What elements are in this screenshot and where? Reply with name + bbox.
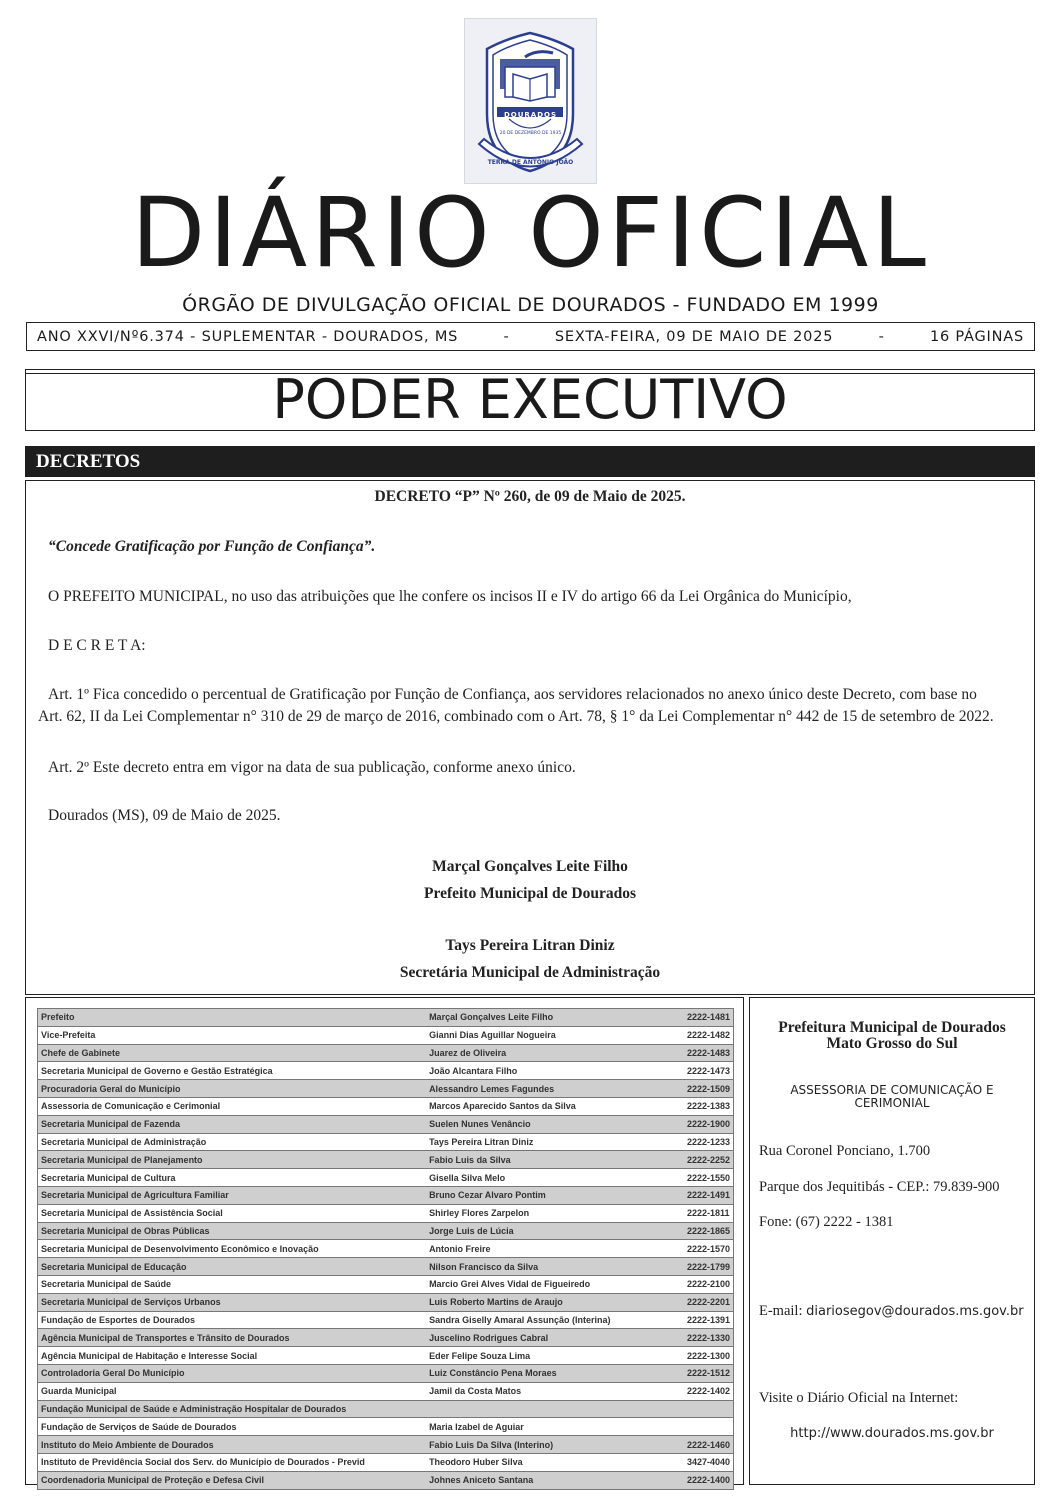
office-cell: Secretaria Municipal de Assistência Social [38, 1204, 427, 1222]
phone-cell: 2222-1482 [684, 1026, 734, 1044]
table-row [38, 1133, 734, 1151]
dept-name-line1: ASSESSORIA DE COMUNICAÇÃO E [790, 1083, 994, 1097]
crest-text-motto: TERRA DE ANTÔNIO JOÃO [487, 159, 574, 166]
phone-cell: 2222-2252 [684, 1151, 734, 1169]
table-row [38, 1258, 734, 1276]
phone-cell: 2222-1570 [684, 1240, 734, 1258]
signer2-role: Secretária Municipal de Administração [399, 964, 661, 981]
contact-email-line [759, 1303, 1030, 1320]
phone-cell: 2222-2100 [684, 1275, 734, 1293]
phone-cell: 2222-1811 [684, 1204, 734, 1222]
phone-cell: 2222-1383 [684, 1097, 734, 1115]
table-row [38, 1382, 734, 1400]
category-bar: DECRETOS [25, 446, 1035, 477]
signer2-name: Tays Pereira Litran Diniz [445, 937, 615, 954]
table-row [38, 1293, 734, 1311]
website-label: Visite o Diário Oficial na Internet: [759, 1390, 959, 1406]
office-cell: Secretaria Municipal de Cultura [38, 1169, 427, 1187]
office-cell: Instituto do Meio Ambiente de Dourados [38, 1436, 427, 1454]
table-row [38, 1204, 734, 1222]
dept-name-line2: CERIMONIAL [854, 1096, 930, 1110]
phone-cell: 2222-1233 [684, 1133, 734, 1151]
name-cell: Tays Pereira Litran Diniz [426, 1133, 684, 1151]
table-row [38, 1186, 734, 1204]
edition-pages: 16 PÁGINAS [929, 328, 1024, 345]
office-cell: Chefe de Gabinete [38, 1044, 427, 1062]
table-row [38, 1115, 734, 1133]
name-cell: Suelen Nunes Venâncio [426, 1115, 684, 1133]
phone-cell: 2222-1509 [684, 1080, 734, 1098]
phone-cell: 2222-1799 [684, 1258, 734, 1276]
contact-address: Rua Coronel Ponciano, 1.700 [759, 1143, 931, 1159]
table-row [38, 1097, 734, 1115]
table-row [38, 1151, 734, 1169]
table-row [38, 1026, 734, 1044]
office-cell: Fundação de Serviços de Saúde de Dourados [38, 1418, 427, 1436]
name-cell: Marçal Gonçalves Leite Filho [426, 1009, 684, 1027]
table-row [38, 1436, 734, 1454]
name-cell: Maria Izabel de Aguiar [426, 1418, 684, 1436]
name-cell: Gianni Dias Aguillar Nogueira [426, 1026, 684, 1044]
office-cell: Coordenadoria Municipal de Proteção e Defesa Civil [38, 1471, 427, 1489]
name-cell: Sandra Giselly Amaral Assunção (Interina) [426, 1311, 684, 1329]
office-cell: Secretaria Municipal de Serviços Urbanos [38, 1293, 427, 1311]
name-cell: Antonio Freire [426, 1240, 684, 1258]
office-cell: Agência Municipal de Transportes e Trânsito de Dourados [38, 1329, 427, 1347]
edition-separator: - [503, 328, 510, 345]
decree-art2: Art. 2º Este decreto entra em vigor na data de sua publicação, conforme anexo único. [48, 759, 576, 776]
table-row [38, 1400, 734, 1418]
phone-cell: 2222-1483 [684, 1044, 734, 1062]
phone-cell: 3427-4040 [684, 1453, 734, 1471]
masthead-title: DIÁRIO OFICIAL [131, 177, 930, 289]
org-name-line1: Prefeitura Municipal de Dourados [778, 1019, 1006, 1036]
name-cell: Juscelino Rodrigues Cabral [426, 1329, 684, 1347]
office-cell: Secretaria Municipal de Obras Públicas [38, 1222, 427, 1240]
office-cell: Secretaria Municipal de Educação [38, 1258, 427, 1276]
phone-cell: 2222-1402 [684, 1382, 734, 1400]
phone-cell: 2222-1491 [684, 1186, 734, 1204]
office-cell: Instituto de Previdência Social dos Serv. do Município de Dourados - Previd [38, 1453, 427, 1471]
decree-preamble: O PREFEITO MUNICIPAL, no uso das atribuições que lhe confere os incisos II e IV do artigo 66 da Lei Orgânica do Município, [48, 588, 852, 605]
office-cell: Assessoria de Comunicação e Cerimonial [38, 1097, 427, 1115]
office-cell: Secretaria Municipal de Desenvolvimento Econômico e Inovação [38, 1240, 427, 1258]
office-cell: Controladoria Geral Do Município [38, 1364, 427, 1382]
phone-cell: 2222-1473 [684, 1062, 734, 1080]
table-row [38, 1453, 734, 1471]
phone-cell: 2222-1481 [684, 1009, 734, 1027]
phone-cell: 2222-1865 [684, 1222, 734, 1240]
office-cell: Secretaria Municipal de Saúde [38, 1275, 427, 1293]
org-name-line2: Mato Grosso do Sul [826, 1035, 958, 1052]
name-cell: Eder Felipe Souza Lima [426, 1347, 684, 1365]
table-row [38, 1364, 734, 1382]
phone-cell: 2222-1400 [684, 1471, 734, 1489]
phone-cell: 2222-1330 [684, 1329, 734, 1347]
office-cell: Secretaria Municipal de Agricultura Familiar [38, 1186, 427, 1204]
office-cell: Secretaria Municipal de Planejamento [38, 1151, 427, 1169]
city-crest [464, 18, 597, 184]
name-cell: Bruno Cezar Alvaro Pontim [426, 1186, 684, 1204]
email-label: E-mail: [759, 1303, 807, 1319]
phone-cell: 2222-1391 [684, 1311, 734, 1329]
table-row [38, 1062, 734, 1080]
name-cell: Nilson Francisco da Silva [426, 1258, 684, 1276]
name-cell: Johnes Aniceto Santana [426, 1471, 684, 1489]
section-title: PODER EXECUTIVO [25, 369, 1035, 431]
email-link[interactable]: diariosegov@dourados.ms.gov.br [806, 1304, 1024, 1319]
office-cell: Agência Municipal de Habitação e Interesse Social [38, 1347, 427, 1365]
decree-art1-line1: Art. 1º Fica concedido o percentual de Gratificação por Função de Confiança, aos servidores relacionados no anexo único deste Decreto, com base no [48, 686, 977, 703]
name-cell: Luiz Constâncio Pena Moraes [426, 1364, 684, 1382]
name-cell: Fabio Luis Da Silva (Interino) [426, 1436, 684, 1454]
name-cell: Marcio Grei Alves Vidal de Figueiredo [426, 1275, 684, 1293]
phone-cell: 2222-1550 [684, 1169, 734, 1187]
name-cell: Shirley Flores Zarpelon [426, 1204, 684, 1222]
crest-text-date: 20 DE DEZEMBRO DE 1935 [499, 131, 562, 136]
office-cell: Procuradoria Geral do Município [38, 1080, 427, 1098]
phone-cell [684, 1418, 734, 1436]
table-row [38, 1240, 734, 1258]
decree-art1-line2: Art. 62, II da Lei Complementar n° 310 de 29 de março de 2016, combinado com o Art. 78, § 1° da Lei Complementar n° 442 de 15 de setembro de 2022. [38, 708, 994, 725]
crest-text-top: DOURADOS [503, 111, 558, 119]
office-cell: Secretaria Municipal de Administração [38, 1133, 427, 1151]
name-cell: Jamil da Costa Matos [426, 1382, 684, 1400]
table-row [38, 1311, 734, 1329]
table-row [38, 1471, 734, 1489]
contact-district: Parque dos Jequitibás - CEP.: 79.839-900 [759, 1179, 1000, 1195]
website-link[interactable]: http://www.dourados.ms.gov.br [790, 1426, 994, 1441]
decree-title: DECRETO “P” Nº 260, de 09 de Maio de 2025. [374, 488, 686, 505]
decree-summary: “Concede Gratificação por Função de Confiança”. [48, 538, 376, 555]
name-cell: Gisella Silva Melo [426, 1169, 684, 1187]
office-cell: Guarda Municipal [38, 1382, 427, 1400]
phone-cell: 2222-1900 [684, 1115, 734, 1133]
table-row [38, 1418, 734, 1436]
phone-cell: 2222-2201 [684, 1293, 734, 1311]
edition-number: ANO XXVI/Nº6.374 - SUPLEMENTAR - DOURADOS, MS [37, 328, 459, 345]
contact-phone: Fone: (67) 2222 - 1381 [759, 1214, 894, 1230]
contact-box [749, 997, 1035, 1485]
directory-table [37, 1008, 734, 1490]
office-cell: Prefeito [38, 1009, 427, 1027]
name-cell: Jorge Luis de Lúcia [426, 1222, 684, 1240]
office-cell: Vice-Prefeita [38, 1026, 427, 1044]
office-cell: Fundação de Esportes de Dourados [38, 1311, 427, 1329]
edition-date: SEXTA-FEIRA, 09 DE MAIO DE 2025 [554, 328, 834, 345]
table-row [38, 1169, 734, 1187]
signer1-name: Marçal Gonçalves Leite Filho [432, 858, 628, 875]
decree-place-date: Dourados (MS), 09 de Maio de 2025. [48, 807, 281, 824]
table-row [38, 1222, 734, 1240]
decree-box [25, 480, 1035, 995]
phone-cell [684, 1400, 734, 1418]
name-cell: João Alcantara Filho [426, 1062, 684, 1080]
decree-decreta: D E C R E T A: [48, 637, 146, 654]
table-row [38, 1329, 734, 1347]
name-cell: Alessandro Lemes Fagundes [426, 1080, 684, 1098]
name-cell [426, 1400, 684, 1418]
table-row [38, 1009, 734, 1027]
phone-cell: 2222-1460 [684, 1436, 734, 1454]
table-row [38, 1347, 734, 1365]
office-cell: Secretaria Municipal de Fazenda [38, 1115, 427, 1133]
name-cell: Fabio Luis da Silva [426, 1151, 684, 1169]
masthead-subtitle: ÓRGÃO DE DIVULGAÇÃO OFICIAL DE DOURADOS - FUNDADO EM 1999 [182, 294, 879, 316]
directory-box [25, 997, 744, 1485]
name-cell: Juarez de Oliveira [426, 1044, 684, 1062]
signer1-role: Prefeito Municipal de Dourados [424, 885, 636, 902]
name-cell: Luis Roberto Martins de Araujo [426, 1293, 684, 1311]
edition-separator: - [878, 328, 885, 345]
office-cell: Secretaria Municipal de Governo e Gestão Estratégica [38, 1062, 427, 1080]
edition-info-bar [26, 322, 1035, 351]
name-cell: Theodoro Huber Silva [426, 1453, 684, 1471]
table-row [38, 1044, 734, 1062]
table-row [38, 1275, 734, 1293]
office-cell: Fundação Municipal de Saúde e Administração Hospitalar de Dourados [38, 1400, 427, 1418]
phone-cell: 2222-1512 [684, 1364, 734, 1382]
name-cell: Marcos Aparecido Santos da Silva [426, 1097, 684, 1115]
table-row [38, 1080, 734, 1098]
phone-cell: 2222-1300 [684, 1347, 734, 1365]
